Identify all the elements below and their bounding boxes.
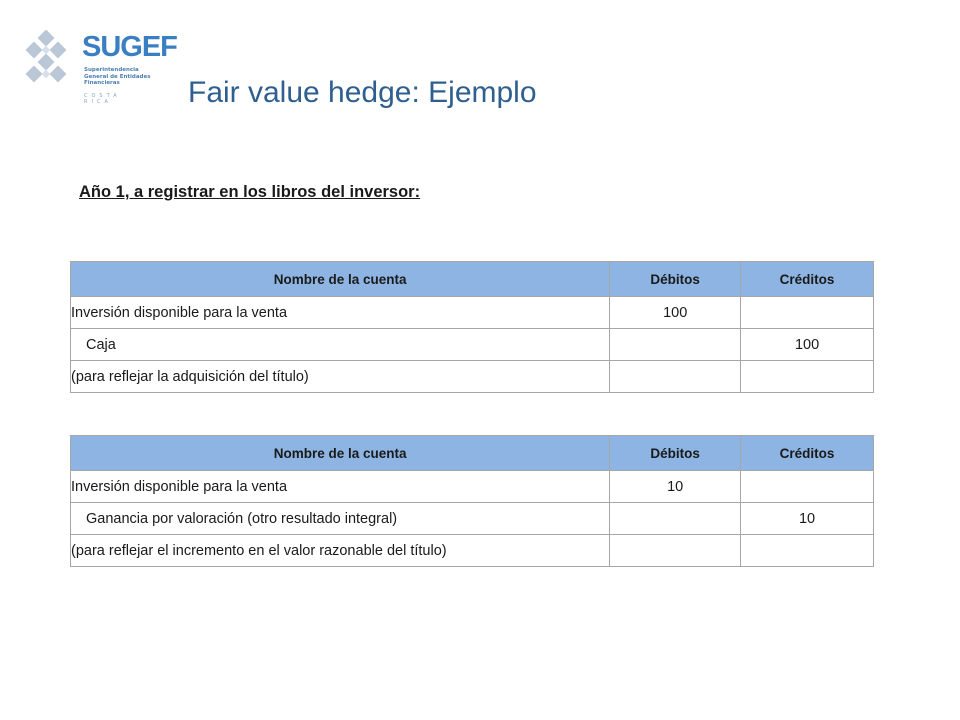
account-name-cell: Caja [71, 329, 610, 361]
credit-cell [741, 297, 874, 329]
table-header-row [71, 436, 874, 471]
logo-wordmark: SUGEF [82, 31, 177, 63]
logo-country: COSTA RICA [84, 93, 121, 105]
credit-cell [741, 535, 874, 567]
header-credits: Créditos [741, 436, 874, 471]
logo-subtext: Superintendencia General de Entidades Financieras [84, 67, 151, 86]
debit-cell: 100 [610, 297, 741, 329]
header-debits: Débitos [610, 262, 741, 297]
header-account-name: Nombre de la cuenta [71, 436, 610, 471]
account-name-cell: (para reflejar la adquisición del título) [71, 361, 610, 393]
table-header-row [71, 262, 874, 297]
journal-entry-table-2 [70, 435, 874, 567]
page-title: Fair value hedge: Ejemplo [188, 76, 537, 109]
account-name-cell: (para reflejar el incremento en el valor razonable del título) [71, 535, 610, 567]
diamond-logo-icon [22, 30, 82, 86]
debit-cell [610, 535, 741, 567]
credit-cell: 10 [741, 503, 874, 535]
debit-cell [610, 503, 741, 535]
credit-cell [741, 361, 874, 393]
account-name-cell: Ganancia por valoración (otro resultado integral) [71, 503, 610, 535]
debit-cell [610, 329, 741, 361]
sugef-logo [22, 30, 177, 105]
header-credits: Créditos [741, 262, 874, 297]
header-debits: Débitos [610, 436, 741, 471]
journal-entry-table-1 [70, 261, 874, 393]
credit-cell [741, 471, 874, 503]
table-row [71, 297, 874, 329]
account-name-cell: Inversión disponible para la venta [71, 471, 610, 503]
debit-cell: 10 [610, 471, 741, 503]
table-row [71, 361, 874, 393]
table-row [71, 503, 874, 535]
table-row [71, 471, 874, 503]
account-name-cell: Inversión disponible para la venta [71, 297, 610, 329]
table-row [71, 535, 874, 567]
table-row [71, 329, 874, 361]
header-account-name: Nombre de la cuenta [71, 262, 610, 297]
debit-cell [610, 361, 741, 393]
section-subtitle: Año 1, a registrar en los libros del inversor: [79, 183, 421, 201]
credit-cell: 100 [741, 329, 874, 361]
